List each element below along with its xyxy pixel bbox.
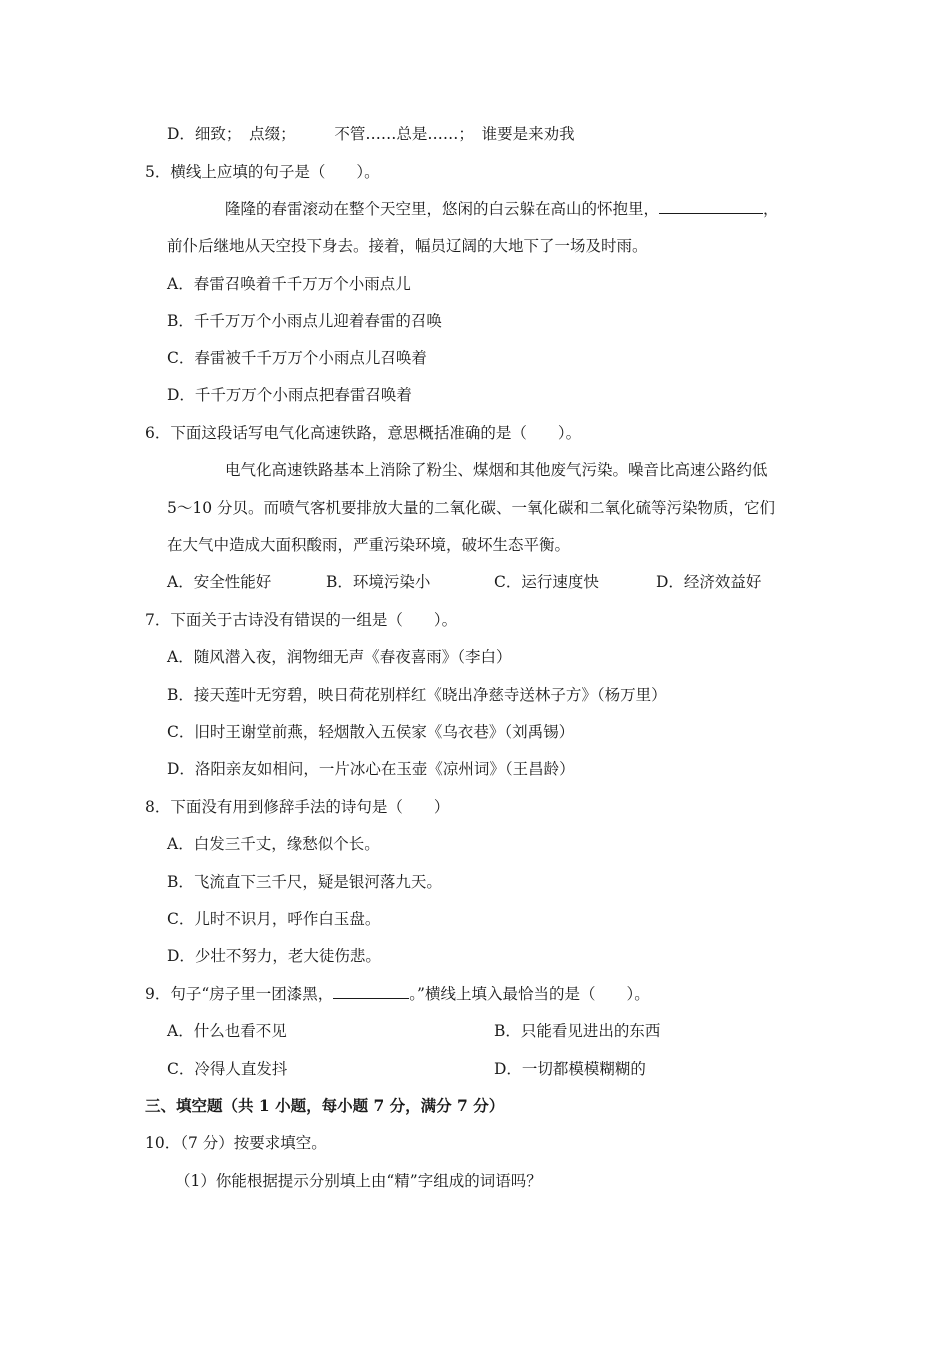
q8-option-a[interactable]: A．白发三千丈，缘愁似个长。 [167, 835, 380, 853]
q6-passage-line1: 电气化高速铁路基本上消除了粉尘、煤烟和其他废气污染。噪音比高速公路约低 [225, 461, 768, 479]
q5-option-b[interactable]: B．千千万万个小雨点儿迎着春雷的召唤 [167, 312, 442, 330]
q6-option-d[interactable]: D．经济效益好 [656, 573, 762, 591]
q9-stem-tail: 。”横线上填入最恰当的是（ ）。 [409, 985, 650, 1003]
q8-option-c[interactable]: C．儿时不识月，呼作白玉盘。 [167, 910, 381, 928]
q6-option-c[interactable]: C．运行速度快 [494, 573, 599, 591]
q5-passage-line2: 前仆后继地从天空投下身去。接着，幅员辽阔的大地下了一场及时雨。 [167, 237, 648, 255]
q7-option-d[interactable]: D．洛阳亲友如相问，一片冰心在玉壶《凉州词》（王昌龄） [167, 760, 575, 778]
q7-option-b[interactable]: B．接天莲叶无穷碧，映日荷花别样红《晓出净慈寺送林子方》（杨万里） [167, 686, 667, 704]
q5-option-d[interactable]: D．千千万万个小雨点把春雷召唤着 [167, 386, 412, 404]
q5-option-a[interactable]: A．春雷召唤着千千万万个小雨点儿 [167, 275, 411, 293]
section3-heading: 三、填空题（共 1 小题，每小题 7 分，满分 7 分） [145, 1096, 505, 1115]
q6-passage-line3: 在大气中造成大面积酸雨，严重污染环境，破坏生态平衡。 [167, 536, 571, 554]
q4-option-d: D．细致； 点缀； 不管……总是……； 谁要是来劝我 [167, 125, 575, 143]
q8-option-d[interactable]: D．少壮不努力，老大徒伤悲。 [167, 947, 381, 965]
q9-stem [145, 982, 650, 1006]
q5-blank[interactable] [659, 197, 763, 214]
q5-passage-line1 [225, 197, 779, 221]
q9-option-a[interactable]: A．什么也看不见 [167, 1022, 287, 1040]
q6-passage-line2: 5～10 分贝。而喷气客机要排放大量的二氧化碳、一氧化碳和二氧化硫等污染物质，它们 [167, 499, 776, 517]
q9-blank[interactable] [333, 982, 409, 999]
q9-option-b[interactable]: B．只能看见进出的东西 [494, 1022, 661, 1040]
q10-stem: 10．（7 分）按要求填空。 [145, 1134, 327, 1152]
q6-stem: 6．下面这段话写电气化高速铁路，意思概括准确的是（ ）。 [145, 424, 582, 442]
q7-option-a[interactable]: A．随风潜入夜，润物细无声《春夜喜雨》（李白） [167, 648, 512, 666]
q6-option-a[interactable]: A．安全性能好 [167, 573, 272, 591]
q7-option-c[interactable]: C．旧时王谢堂前燕，轻烟散入五侯家《乌衣巷》（刘禹锡） [167, 723, 575, 741]
q5-option-c[interactable]: C．春雷被千千万万个小雨点儿召唤着 [167, 349, 427, 367]
q8-stem: 8．下面没有用到修辞手法的诗句是（ ） [145, 798, 450, 816]
q9-stem-text: 9．句子“房子里一团漆黑， [145, 985, 334, 1003]
q7-stem: 7．下面关于古诗没有错误的一组是（ ）。 [145, 611, 458, 629]
q8-option-b[interactable]: B．飞流直下三千尺，疑是银河落九天。 [167, 873, 442, 891]
q10-subquestion-1: （1）你能根据提示分别填上由“精”字组成的词语吗？ [175, 1172, 542, 1190]
q6-option-b[interactable]: B．环境污染小 [326, 573, 431, 591]
q5-passage-comma: ， [763, 200, 779, 218]
q9-option-d[interactable]: D．一切都模模糊糊的 [494, 1060, 646, 1078]
q5-passage-text: 隆隆的春雷滚动在整个天空里，悠闲的白云躲在高山的怀抱里， [225, 200, 660, 218]
q9-option-c[interactable]: C．冷得人直发抖 [167, 1060, 288, 1078]
q5-stem: 5．横线上应填的句子是（ ）。 [145, 163, 380, 181]
